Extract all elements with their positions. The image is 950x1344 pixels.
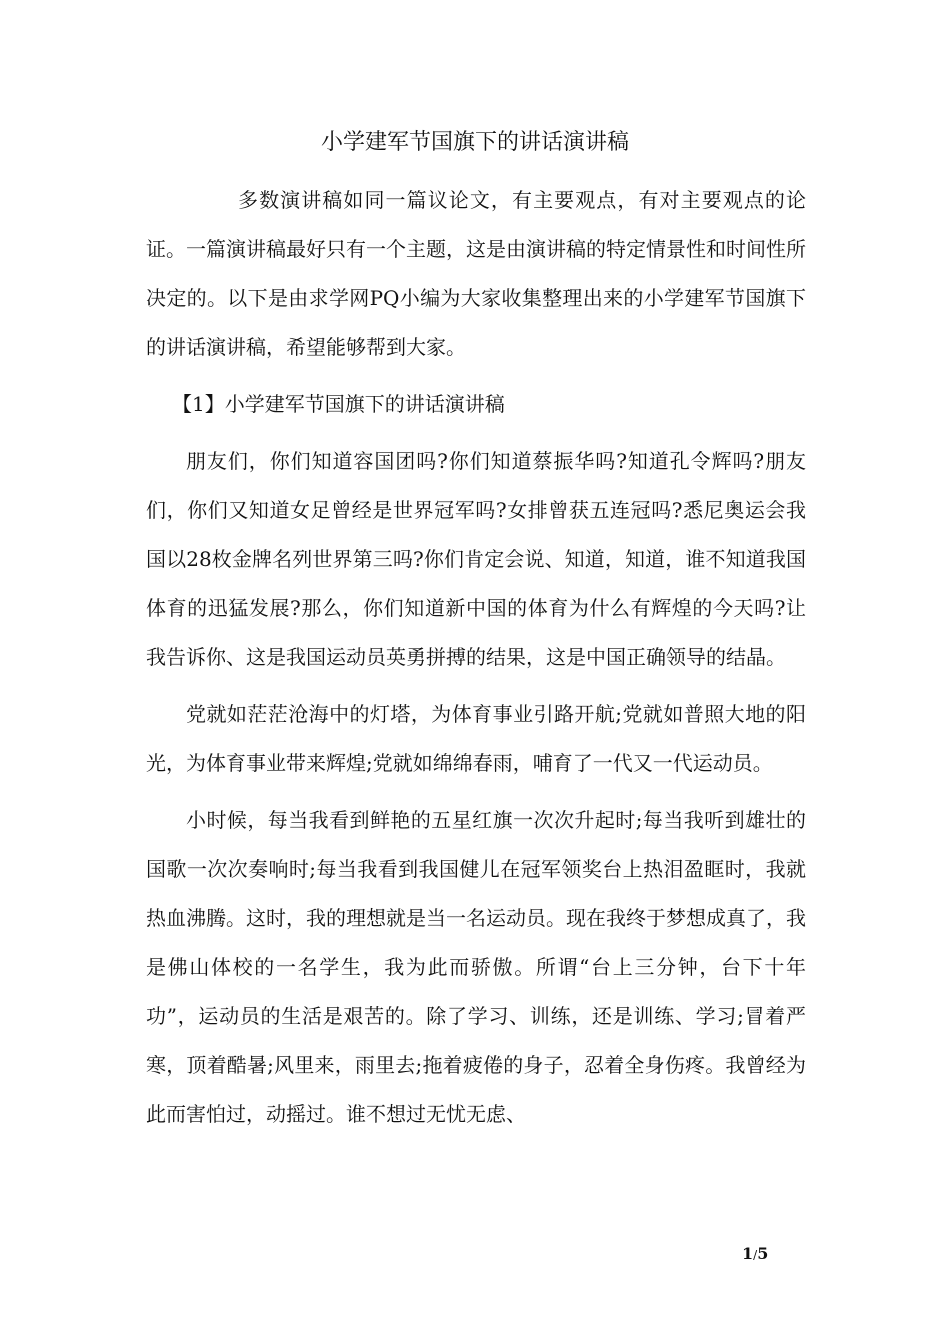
- body-paragraph-2: 党就如茫茫沧海中的灯塔，为体育事业引路开航;党就如普照大地的阳光，为体育事业带来辉煌;党就如绵绵春雨，哺育了一代又一代运动员。: [146, 702, 806, 775]
- intro-paragraph: 多数演讲稿如同一篇议论文，有主要观点，有对主要观点的论证。一篇演讲稿最好只有一个主题，这是由演讲稿的特定情景性和时间性所决定的。以下是由求学网PQ小编为大家收集整理出来的小学建军节国旗下的讲话演讲稿，希望能够帮到大家。: [146, 188, 806, 359]
- section-heading: 【1】小学建军节国旗下的讲话演讲稿: [172, 392, 505, 416]
- document-title: 小学建军节国旗下的讲话演讲稿: [320, 130, 629, 155]
- document-body: [146, 176, 806, 1139]
- page-number: [742, 1244, 768, 1265]
- page-current: 1: [742, 1244, 754, 1263]
- page-separator: /: [753, 1248, 758, 1262]
- page-total: 5: [757, 1244, 769, 1263]
- body-paragraph-3: 小时候，每当我看到鲜艳的五星红旗一次次升起时;每当我听到雄壮的国歌一次次奏响时;每当我看到我国健儿在冠军领奖台上热泪盈眶时，我就热血沸腾。这时，我的理想就是当一名运动员。现在我终于梦想成真了，我是佛山体校的一名学生，我为此而骄傲。所谓“台上三分钟，台下十年功”，运动员的生活是艰苦的。除了学习、训练，还是训练、学习;冒着严寒，顶着酷暑;风里来，雨里去;拖着疲倦的身子，忍着全身伤疼。我曾经为此而害怕过，动摇过。谁不想过无忧无虑、: [146, 808, 806, 1126]
- body-paragraph-1: 朋友们，你们知道容国团吗?你们知道蔡振华吗?知道孔令辉吗?朋友们，你们又知道女足曾经是世界冠军吗?女排曾获五连冠吗?悉尼奥运会我国以28枚金牌名列世界第三吗?你们肯定会说、知道，知道，谁不知道我国体育的迅猛发展?那么，你们知道新中国的体育为什么有辉煌的今天吗?让我告诉你、这是我国运动员英勇拼搏的结果，这是中国正确领导的结晶。: [146, 449, 806, 669]
